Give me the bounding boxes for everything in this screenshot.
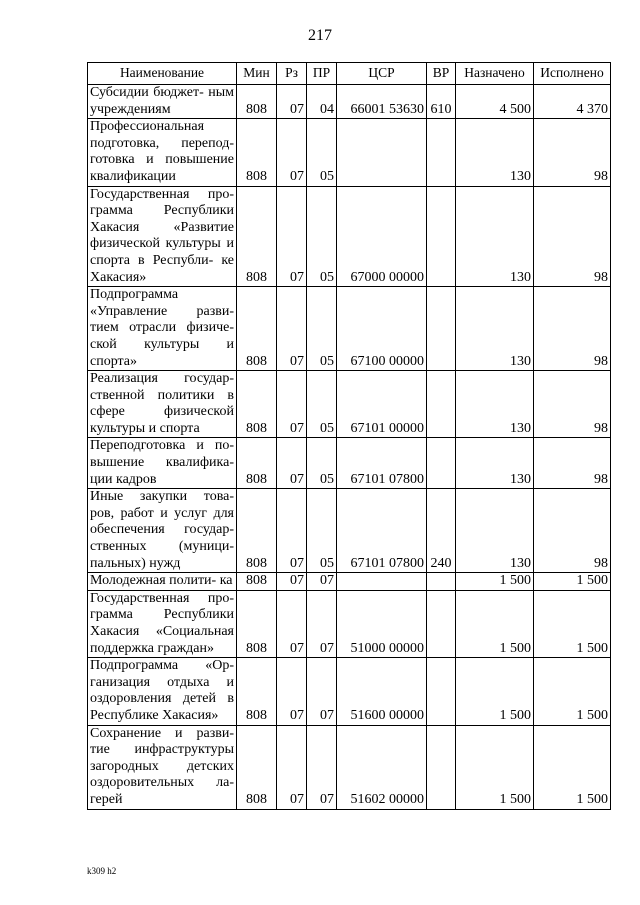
row-min-cell: 808 bbox=[237, 725, 277, 809]
table-row bbox=[88, 186, 611, 287]
row-assigned-cell: 130 bbox=[456, 489, 534, 573]
row-assigned-cell: 4 500 bbox=[456, 85, 534, 119]
row-min-cell: 808 bbox=[237, 438, 277, 489]
row-rz-cell: 07 bbox=[277, 438, 307, 489]
row-csr-cell: 67100 00000 bbox=[337, 287, 427, 371]
row-vr-cell bbox=[427, 287, 456, 371]
table-row bbox=[88, 658, 611, 725]
row-csr-cell: 51600 00000 bbox=[337, 658, 427, 725]
row-executed-cell: 1 500 bbox=[534, 573, 611, 591]
table-row bbox=[88, 573, 611, 591]
row-rz-cell: 07 bbox=[277, 573, 307, 591]
table-header-row bbox=[88, 63, 611, 85]
row-name-cell: Подпрограмма «Ор- ганизация отдыха и оздоровления детей в Республике Хакасия» bbox=[88, 658, 237, 725]
header-pr: ПР bbox=[307, 63, 337, 85]
row-min-cell: 808 bbox=[237, 658, 277, 725]
row-assigned-cell: 130 bbox=[456, 119, 534, 186]
row-name-cell: Государственная про- грамма Республики Хакасия «Социальная поддержка граждан» bbox=[88, 590, 237, 657]
row-name-cell: Сохранение и разви- тие инфраструктуры загородных детских оздоровительных ла- герей bbox=[88, 725, 237, 809]
header-min: Мин bbox=[237, 63, 277, 85]
row-csr-cell: 67101 00000 bbox=[337, 371, 427, 438]
row-vr-cell bbox=[427, 119, 456, 186]
row-executed-cell: 98 bbox=[534, 119, 611, 186]
row-vr-cell bbox=[427, 371, 456, 438]
row-name-cell: Профессиональная подготовка, перепод- готовка и повышение квалификации bbox=[88, 119, 237, 186]
row-pr-cell: 05 bbox=[307, 489, 337, 573]
row-csr-cell: 67101 07800 bbox=[337, 438, 427, 489]
row-csr-cell: 67101 07800 bbox=[337, 489, 427, 573]
row-pr-cell: 07 bbox=[307, 590, 337, 657]
table-row bbox=[88, 287, 611, 371]
row-min-cell: 808 bbox=[237, 186, 277, 287]
row-pr-cell: 05 bbox=[307, 186, 337, 287]
row-assigned-cell: 130 bbox=[456, 287, 534, 371]
row-executed-cell: 98 bbox=[534, 186, 611, 287]
header-executed: Исполнено bbox=[534, 63, 611, 85]
row-csr-cell: 67000 00000 bbox=[337, 186, 427, 287]
row-rz-cell: 07 bbox=[277, 489, 307, 573]
row-min-cell: 808 bbox=[237, 287, 277, 371]
header-name: Наименование bbox=[88, 63, 237, 85]
row-vr-cell: 240 bbox=[427, 489, 456, 573]
row-csr-cell: 51602 00000 bbox=[337, 725, 427, 809]
row-vr-cell bbox=[427, 438, 456, 489]
row-pr-cell: 07 bbox=[307, 658, 337, 725]
row-assigned-cell: 1 500 bbox=[456, 590, 534, 657]
row-assigned-cell: 130 bbox=[456, 438, 534, 489]
table-row bbox=[88, 489, 611, 573]
row-executed-cell: 1 500 bbox=[534, 590, 611, 657]
row-rz-cell: 07 bbox=[277, 186, 307, 287]
row-pr-cell: 05 bbox=[307, 119, 337, 186]
row-vr-cell: 610 bbox=[427, 85, 456, 119]
row-rz-cell: 07 bbox=[277, 371, 307, 438]
footer-code: k309 h2 bbox=[87, 866, 117, 876]
row-rz-cell: 07 bbox=[277, 725, 307, 809]
page-number: 217 bbox=[308, 27, 332, 44]
table-row bbox=[88, 590, 611, 657]
row-executed-cell: 1 500 bbox=[534, 658, 611, 725]
row-min-cell: 808 bbox=[237, 119, 277, 186]
row-assigned-cell: 1 500 bbox=[456, 573, 534, 591]
row-pr-cell: 07 bbox=[307, 725, 337, 809]
row-vr-cell bbox=[427, 590, 456, 657]
header-rz: Рз bbox=[277, 63, 307, 85]
row-rz-cell: 07 bbox=[277, 119, 307, 186]
table-row bbox=[88, 371, 611, 438]
row-csr-cell bbox=[337, 573, 427, 591]
row-pr-cell: 04 bbox=[307, 85, 337, 119]
row-min-cell: 808 bbox=[237, 85, 277, 119]
row-pr-cell: 07 bbox=[307, 573, 337, 591]
row-name-cell: Иные закупки това- ров, работ и услуг для обеспечения государ- ственных (муници- пальных) нужд bbox=[88, 489, 237, 573]
row-vr-cell bbox=[427, 658, 456, 725]
row-executed-cell: 98 bbox=[534, 371, 611, 438]
table-body bbox=[88, 85, 611, 810]
row-rz-cell: 07 bbox=[277, 590, 307, 657]
row-assigned-cell: 1 500 bbox=[456, 725, 534, 809]
table-row bbox=[88, 725, 611, 809]
row-name-cell: Реализация государ- ственной политики в сфере физической культуры и спорта bbox=[88, 371, 237, 438]
header-assigned: Назначено bbox=[456, 63, 534, 85]
row-csr-cell: 51000 00000 bbox=[337, 590, 427, 657]
row-name-cell: Государственная про- грамма Республики Хакасия «Развитие физической культуры и спорта в Республи- ке Хакасия» bbox=[88, 186, 237, 287]
row-pr-cell: 05 bbox=[307, 371, 337, 438]
row-min-cell: 808 bbox=[237, 489, 277, 573]
row-executed-cell: 98 bbox=[534, 287, 611, 371]
row-vr-cell bbox=[427, 573, 456, 591]
row-executed-cell: 98 bbox=[534, 438, 611, 489]
row-csr-cell: 66001 53630 bbox=[337, 85, 427, 119]
row-name-cell: Молодежная полити- ка bbox=[88, 573, 237, 591]
row-name-cell: Переподготовка и по- вышение квалифика- ции кадров bbox=[88, 438, 237, 489]
row-min-cell: 808 bbox=[237, 590, 277, 657]
table-row bbox=[88, 119, 611, 186]
row-assigned-cell: 130 bbox=[456, 186, 534, 287]
row-name-cell: Субсидии бюджет- ным учреждениям bbox=[88, 85, 237, 119]
row-executed-cell: 1 500 bbox=[534, 725, 611, 809]
table-row bbox=[88, 438, 611, 489]
row-min-cell: 808 bbox=[237, 573, 277, 591]
row-csr-cell bbox=[337, 119, 427, 186]
row-executed-cell: 98 bbox=[534, 489, 611, 573]
row-vr-cell bbox=[427, 186, 456, 287]
row-pr-cell: 05 bbox=[307, 287, 337, 371]
row-executed-cell: 4 370 bbox=[534, 85, 611, 119]
row-name-cell: Подпрограмма «Управление разви- тием отрасли физиче- ской культуры и спорта» bbox=[88, 287, 237, 371]
header-csr: ЦСР bbox=[337, 63, 427, 85]
row-vr-cell bbox=[427, 725, 456, 809]
header-vr: ВР bbox=[427, 63, 456, 85]
budget-table bbox=[87, 62, 611, 810]
row-rz-cell: 07 bbox=[277, 658, 307, 725]
row-pr-cell: 05 bbox=[307, 438, 337, 489]
row-rz-cell: 07 bbox=[277, 287, 307, 371]
row-rz-cell: 07 bbox=[277, 85, 307, 119]
table-row bbox=[88, 85, 611, 119]
row-assigned-cell: 130 bbox=[456, 371, 534, 438]
row-assigned-cell: 1 500 bbox=[456, 658, 534, 725]
row-min-cell: 808 bbox=[237, 371, 277, 438]
